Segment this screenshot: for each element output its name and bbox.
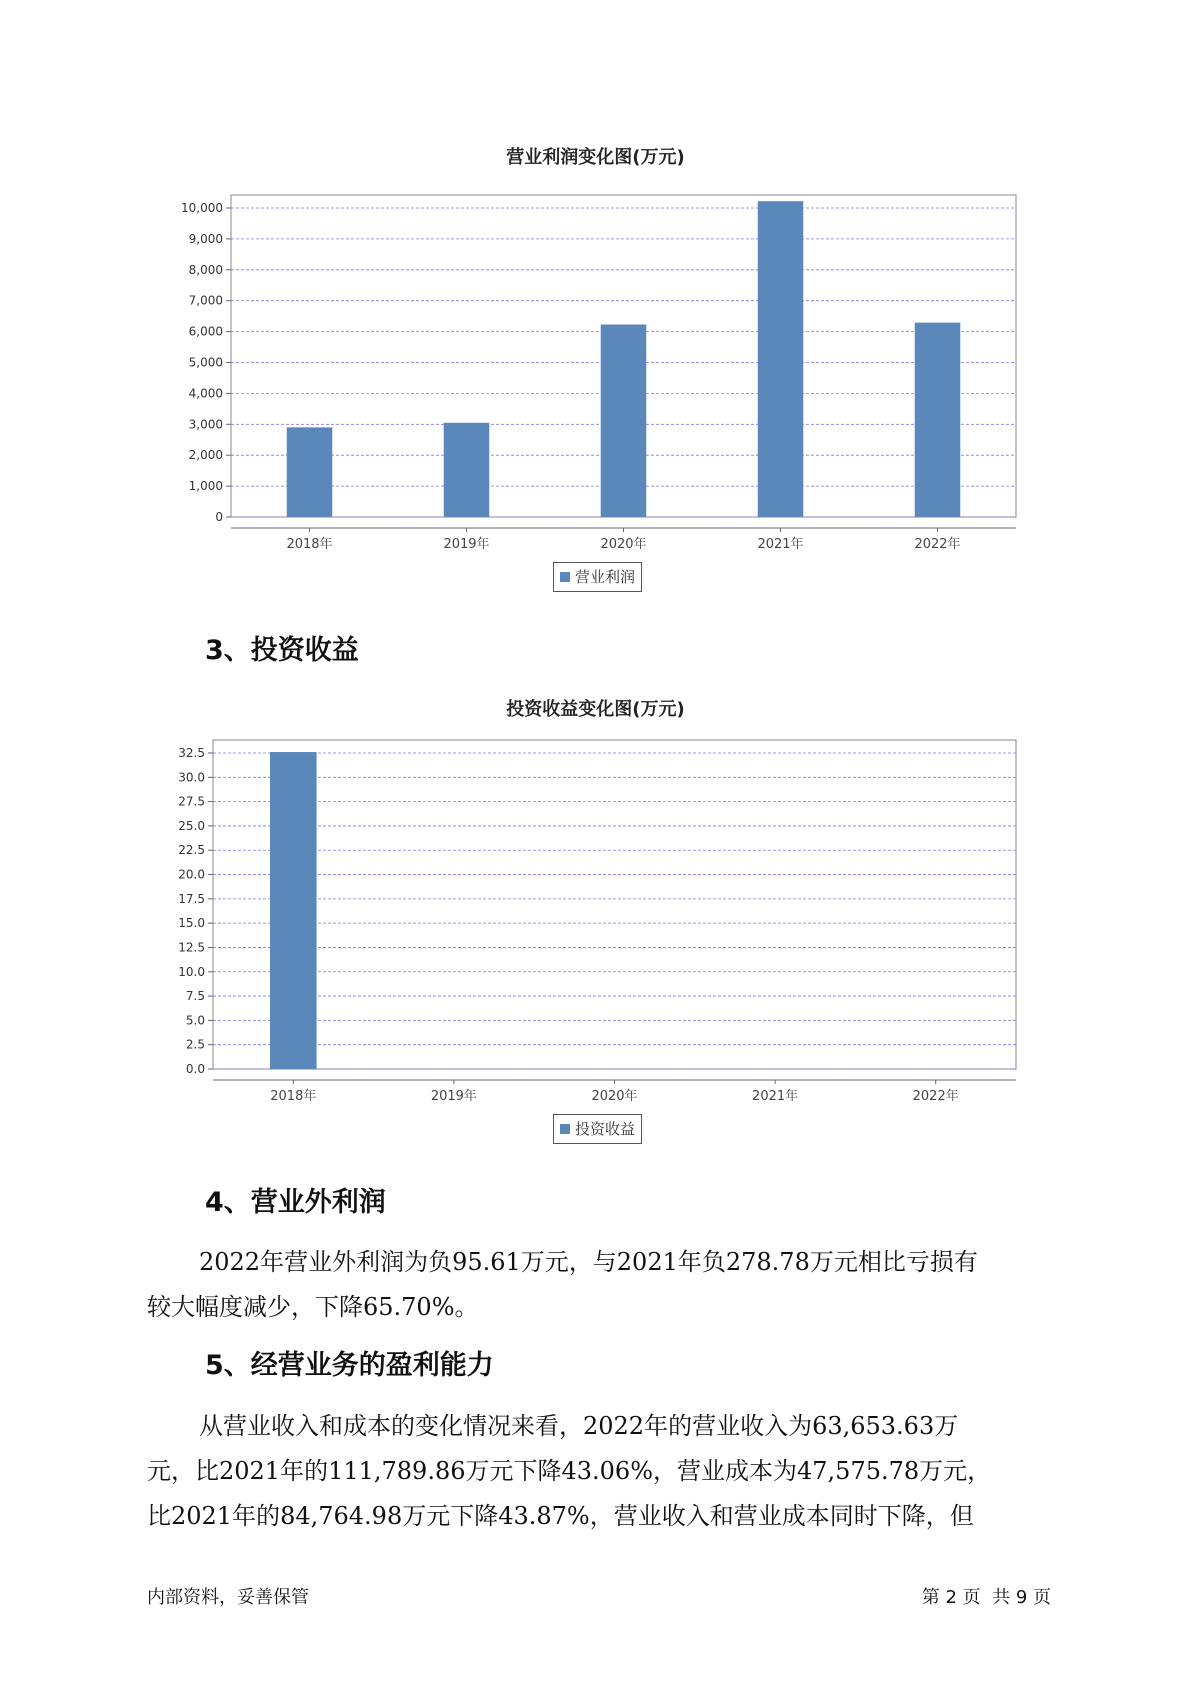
y-tick-label: 30.0 [178, 770, 205, 785]
y-tick-label: 2,000 [188, 448, 223, 463]
paragraph-line: 2022年营业外利润为负95.61万元，与2021年负278.78万元相比亏损有 [199, 1248, 978, 1276]
x-tick-label: 2018年 [286, 537, 333, 552]
y-tick-label: 3,000 [188, 417, 223, 432]
chart-2-legend [553, 1114, 642, 1144]
chart-1-title: 营业利润变化图(万元) [506, 147, 685, 168]
y-tick-label: 20.0 [178, 867, 205, 882]
y-tick-label: 5,000 [188, 355, 223, 370]
x-tick-label: 2020年 [600, 537, 647, 552]
legend-label: 投资收益 [575, 1120, 636, 1138]
x-tick-label: 2021年 [757, 537, 804, 552]
paragraph-line: 较大幅度减少，下降65.70%。 [147, 1293, 479, 1321]
footer-page-number: 第 2 页 共 9 页 [921, 1587, 1051, 1608]
y-tick-label: 8,000 [188, 262, 223, 277]
x-tick-label: 2021年 [752, 1089, 799, 1104]
y-tick-label: 25.0 [178, 818, 205, 833]
footer-confidential-note: 内部资料，妥善保管 [147, 1587, 309, 1608]
y-tick-label: 27.5 [178, 794, 205, 809]
paragraph-line: 元，比2021年的111,789.86万元下降43.06%，营业成本为47,575.78万元， [147, 1457, 992, 1485]
x-tick-label: 2020年 [591, 1089, 638, 1104]
y-tick-label: 32.5 [178, 746, 205, 760]
y-tick-label: 0 [215, 510, 223, 524]
y-tick-label: 22.5 [178, 843, 205, 858]
bar [270, 752, 317, 1069]
legend-label: 营业利润 [575, 568, 636, 586]
section-heading-3: 3、投资收益 [205, 635, 359, 666]
x-tick-label: 2022年 [912, 1089, 959, 1104]
y-tick-label: 7.5 [185, 989, 205, 1004]
paragraph-line: 从营业收入和成本的变化情况来看，2022年的营业收入为63,653.63万 [199, 1412, 959, 1440]
y-tick-label: 17.5 [178, 891, 205, 906]
y-tick-label: 15.0 [178, 916, 205, 931]
x-tick-label: 2022年 [914, 537, 961, 552]
y-tick-label: 10.0 [178, 964, 205, 979]
paragraph-non-operating-profit [147, 1240, 1059, 1330]
x-tick-label: 2018年 [270, 1089, 317, 1104]
y-tick-label: 6,000 [188, 324, 223, 339]
y-tick-label: 4,000 [188, 386, 223, 401]
y-tick-label: 7,000 [188, 293, 223, 308]
y-tick-label: 5.0 [185, 1013, 205, 1028]
y-tick-label: 0.0 [185, 1062, 205, 1076]
y-tick-label: 12.5 [178, 940, 205, 955]
y-tick-label: 1,000 [188, 479, 223, 494]
y-tick-label: 2.5 [185, 1037, 205, 1052]
x-tick-label: 2019年 [443, 537, 490, 552]
section-heading-4: 4、营业外利润 [205, 1187, 386, 1218]
y-tick-label: 9,000 [188, 231, 223, 246]
plot-area [213, 740, 1016, 1069]
section-heading-5: 5、经营业务的盈利能力 [205, 1350, 494, 1381]
legend-swatch [560, 1124, 570, 1134]
x-tick-label: 2019年 [430, 1089, 477, 1104]
chart-2-title: 投资收益变化图(万元) [506, 699, 685, 720]
paragraph-line: 比2021年的84,764.98万元下降43.87%，营业收入和营业成本同时下降，但 [147, 1502, 974, 1530]
y-tick-label: 10,000 [181, 201, 223, 215]
paragraph-profitability [147, 1404, 1059, 1539]
